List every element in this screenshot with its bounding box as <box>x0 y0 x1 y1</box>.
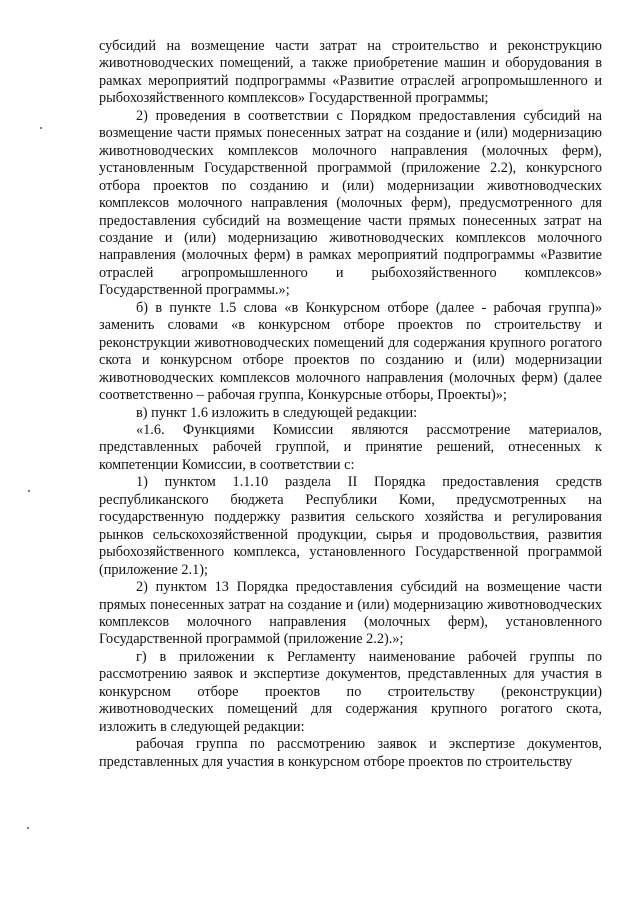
document-body <box>99 38 602 771</box>
paragraph-continuation: субсидий на возмещение части затрат на строительство и реконструкцию животноводческих помещений, а также приобретение машин и оборудования в рамках мероприятий подпрограммы «Развитие отраслей агропромышленного и рыбохозяйственного комплексов» Государственной программы; <box>99 38 602 107</box>
paragraph-item-v: в) пункт 1.6 изложить в следующей редакции: <box>136 404 418 421</box>
paragraph-subitem-1: 1) пунктом 1.1.10 раздела II Порядка предоставления средств республиканского бюджета Республики Коми, предусмотренных на государственную поддержку развития сельского хозяйства и регулирования рынков сельскохозяйственной продукции, сырья и продовольствия, развития рыбохозяйственного комплекса, установленного Государственной программой (приложение 2.1); <box>99 474 602 578</box>
scan-speck <box>40 127 42 129</box>
paragraph-clause-1-6: «1.6. Функциями Комиссии являются рассмотрение материалов, представленных рабочей группой, и принятие решений, отнесенных к компетенции Комиссии, в соответствии с: <box>99 421 602 473</box>
paragraph-working-group: рабочая группа по рассмотрению заявок и экспертизе документов, представленных для участия в конкурсном отборе проектов по строительству <box>99 736 602 770</box>
paragraph-subitem-2: 2) пунктом 13 Порядка предоставления субсидий на возмещение части прямых понесенных затрат на создание и (или) модернизацию животноводческих комплексов молочного направления (молочных ферм), установленного Государственной программой (приложение 2.2).»; <box>99 579 602 648</box>
paragraph-item-b: б) в пункте 1.5 слова «в Конкурсном отборе (далее - рабочая группа)» заменить словами «в конкурсном отборе проектов по строительству и реконструкции животноводческих помещений для содержания крупного рогатого скота и конкурсном отборе проектов по созданию и (или) модернизации животноводческих комплексов молочного направления (молочных ферм) (далее соответственно – рабочая группа, Конкурсные отборы, Проекты)»; <box>99 299 602 404</box>
scan-speck <box>27 827 29 829</box>
scan-speck <box>28 490 30 492</box>
paragraph-item-g: г) в приложении к Регламенту наименование рабочей группы по рассмотрению заявок и экспертизе документов, представленных для участия в конкурсном отборе проектов по строительству (реконструкции) животноводческих помещений для содержания крупного рогатого скота, изложить в следующей редакции: <box>99 648 602 735</box>
paragraph-item-2: 2) проведения в соответствии с Порядком предоставления субсидий на возмещение части прямых понесенных затрат на создание и (или) модернизацию животноводческих комплексов молочного направления (молочных ферм), установленным Государственной программой (приложение 2.2), конкурсного отбора проектов по созданию и (или) модернизации животноводческих комплексов молочного направления (молочных ферм), предусмотренного для предоставления субсидий на возмещение части прямых понесенных затрат на создание и (или) модернизацию животноводческих комплексов молочного направления (молочных ферм) в рамках мероприятий подпрограммы «Развитие отраслей агропромышленного и рыбохозяйственного комплексов» Государственной программы.»; <box>99 107 602 299</box>
